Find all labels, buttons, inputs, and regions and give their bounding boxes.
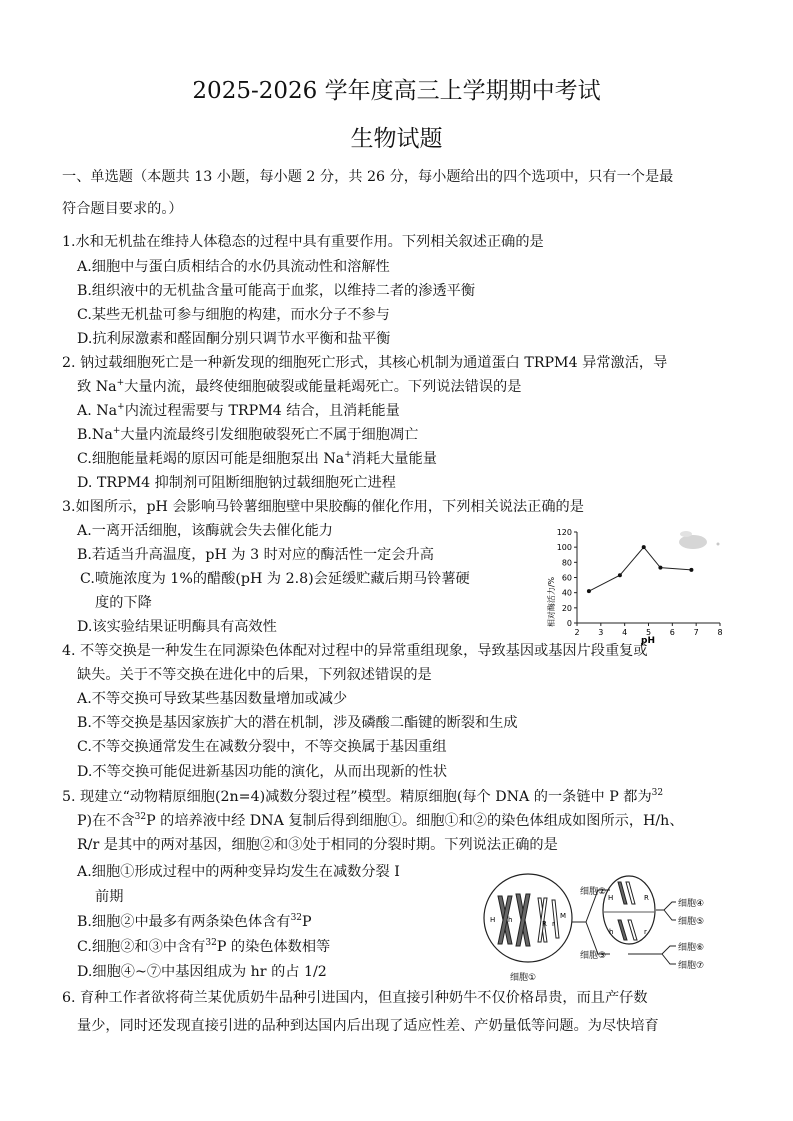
y-tick-label: 20 [561, 603, 572, 613]
cell1-gene-h2: h [508, 916, 513, 924]
x-tick-label: 3 [598, 628, 604, 637]
x-tick-label: 5 [645, 628, 652, 637]
q3-option-d: D.该实验结果证明酶具有高效性 [77, 619, 277, 635]
arrows-to-cell4-5 [656, 902, 676, 920]
q5-option-a-line2: 前期 [95, 889, 124, 905]
q1-option-a: A.细胞中与蛋白质相结合的水仍具流动性和溶解性 [77, 259, 390, 275]
meiosis-figure [476, 866, 736, 988]
q1-option-c: C.某些无机盐可参与细胞的构建，而水分子不参与 [77, 307, 390, 323]
data-point [689, 568, 693, 572]
cell1-circle [484, 874, 572, 962]
data-point [642, 545, 646, 549]
cell1-gene-m: M [560, 912, 567, 920]
cell3-label: 细胞③ [580, 951, 607, 961]
cell1-gene-r2: r [552, 920, 555, 928]
chart-ylabel: 相对酶活力/% [547, 576, 556, 628]
data-point [658, 566, 662, 570]
y-tick-label: 100 [556, 543, 572, 553]
x-tick-label: 8 [717, 628, 723, 637]
q6-line2: 量少，同时还发现直接引进的品种到达国内后出现了适应性差、产奶量低等问题。为尽快培育 [77, 1018, 659, 1034]
q5-option-a-line1: A.细胞①形成过程中的两种变异均发生在减数分裂 I [77, 864, 400, 880]
ink-smudge [679, 535, 707, 549]
q3-option-b: B.若适当升高温度，pH 为 3 时对应的酶活性一定会升高 [77, 547, 434, 563]
y-tick-label: 60 [561, 573, 572, 583]
cell1-label: 细胞① [510, 973, 537, 983]
x-tick-label: 7 [693, 628, 699, 637]
data-point [587, 589, 591, 593]
y-tick-label: 40 [561, 588, 572, 598]
x-tick-label: 2 [574, 628, 580, 637]
q4-option-a: A.不等交换可导致某些基因数量增加或减少 [77, 691, 348, 707]
cell6-label: 细胞⑥ [678, 943, 705, 953]
q3-stem: 3.如图所示，pH 会影响马铃薯细胞壁中果胶酶的催化作用，下列相关说法正确的是 [62, 499, 584, 515]
q4-option-c: C.不等交换通常发生在减数分裂中，不等交换属于基因重组 [77, 739, 447, 755]
q3-option-c-line1: C.喷施浓度为 1%的醋酸(pH 为 2.8)会延缓贮藏后期马铃薯硬 [80, 571, 470, 587]
ink-dot [717, 543, 720, 546]
cell4-label: 细胞④ [678, 899, 705, 909]
cell2-chromosomes [618, 882, 637, 940]
x-tick-label: 6 [669, 628, 675, 637]
section-heading-line1: 一、单选题（本题共 13 小题，每小题 2 分，共 26 分，每小题给出的四个选项中，只有一个是最 [62, 169, 674, 185]
y-tick-label: 0 [566, 619, 572, 628]
exam-title: 2025-2026 学年度高三上学期期中考试 [192, 78, 601, 104]
cell2-gene-h: H [608, 894, 614, 902]
q5-stem-line2: P)在不含$^{32}$P 的培养液中经 DNA 复制后得到细胞①。细胞①和②的染色体组成如图所示，H/h、 [77, 812, 684, 829]
q3-option-c-line2: 度的下降 [95, 595, 152, 611]
q4-stem-line1: 4. 不等交换是一种发生在同源染色体配对过程中的异常重组现象，导致基因或基因片段重复或 [62, 643, 648, 659]
q1-option-d: D.抗利尿激素和醛固酮分别只调节水平衡和盐平衡 [77, 331, 391, 347]
q1-option-b: B.组织液中的无机盐含量可能高于血浆，以维持二者的渗透平衡 [77, 283, 476, 299]
ink-smudge-small [680, 531, 692, 537]
q4-option-d: D.不等交换可能促进新基因功能的演化，从而出现新的性状 [77, 764, 448, 780]
cell2-label: 细胞② [580, 887, 607, 897]
cell2-gene-R: R [644, 894, 649, 902]
q4-stem-line2: 缺失。关于不等交换在进化中的后果，下列叙述错误的是 [77, 667, 432, 683]
y-tick-label: 120 [556, 528, 572, 537]
q5-option-d: D.细胞④~⑦中基因组成为 hr 的占 1/2 [77, 964, 327, 980]
section-heading-line2: 符合题目要求的。） [62, 201, 183, 217]
q5-stem-line3: R/r 是其中的两对基因，细胞②和③处于相同的分裂时期。下列说法正确的是 [77, 837, 558, 853]
exam-subtitle: 生物试题 [350, 126, 443, 152]
q2-option-d: D. TRPM4 抑制剂可阻断细胞钠过载细胞死亡进程 [77, 475, 396, 491]
chart-xlabel: pH [641, 636, 655, 646]
cell7-label: 细胞⑦ [678, 961, 705, 971]
cell5-label: 细胞⑤ [678, 917, 705, 927]
q2-stem-line2: 致 Na+大量内流，最终使细胞破裂或能量耗竭死亡。下列说法错误的是 [77, 378, 522, 395]
q5-stem-line1: 5. 现建立“动物精原细胞(2n=4)减数分裂过程”模型。精原细胞(每个 DNA 的一条链中 P 都为$^{32}$ [62, 788, 664, 805]
q2-option-a: A. Na+内流过程需要与 TRPM4 结合，且消耗能量 [77, 402, 400, 419]
q4-option-b: B.不等交换是基因家族扩大的潜在机制，涉及磷酸二酯键的断裂和生成 [77, 715, 518, 731]
q2-stem-line1: 2. 钠过载细胞死亡是一种新发现的细胞死亡形式，其核心机制为通道蛋白 TRPM4 异常激活，导 [62, 355, 668, 371]
q1-stem: 1.水和无机盐在维持人体稳态的过程中具有重要作用。下列相关叙述正确的是 [62, 234, 544, 250]
cell1-gene-h1: H [490, 916, 496, 924]
cell1-gene-r: R [542, 920, 547, 928]
series-line [589, 547, 691, 591]
q5-option-b: B.细胞②中最多有两条染色体含有$^{32}$P [77, 913, 312, 930]
q6-line1: 6. 育种工作者欲将荷兰某优质奶牛品种引进国内，但直接引种奶牛不仅价格昂贵，而且产仔数 [62, 990, 648, 1006]
x-tick-label: 4 [622, 628, 628, 637]
enzyme-ph-chart [540, 520, 760, 650]
cell2-gene-h-low: h [609, 928, 614, 936]
q2-option-c: C.细胞能量耗竭的原因可能是细胞泵出 Na+消耗大量能量 [77, 450, 437, 467]
q3-option-a: A.一离开活细胞，该酶就会失去催化能力 [77, 523, 333, 539]
arrows-to-cell6-7 [628, 946, 676, 964]
q5-option-c: C.细胞②和③中含有$^{32}$P 的染色体数相等 [77, 938, 331, 955]
y-tick-label: 80 [561, 558, 572, 568]
data-point [618, 573, 622, 577]
q2-option-b: B.Na+大量内流最终引发细胞破裂死亡不属于细胞凋亡 [77, 426, 419, 443]
cell2-gene-r-low: r [644, 928, 647, 936]
